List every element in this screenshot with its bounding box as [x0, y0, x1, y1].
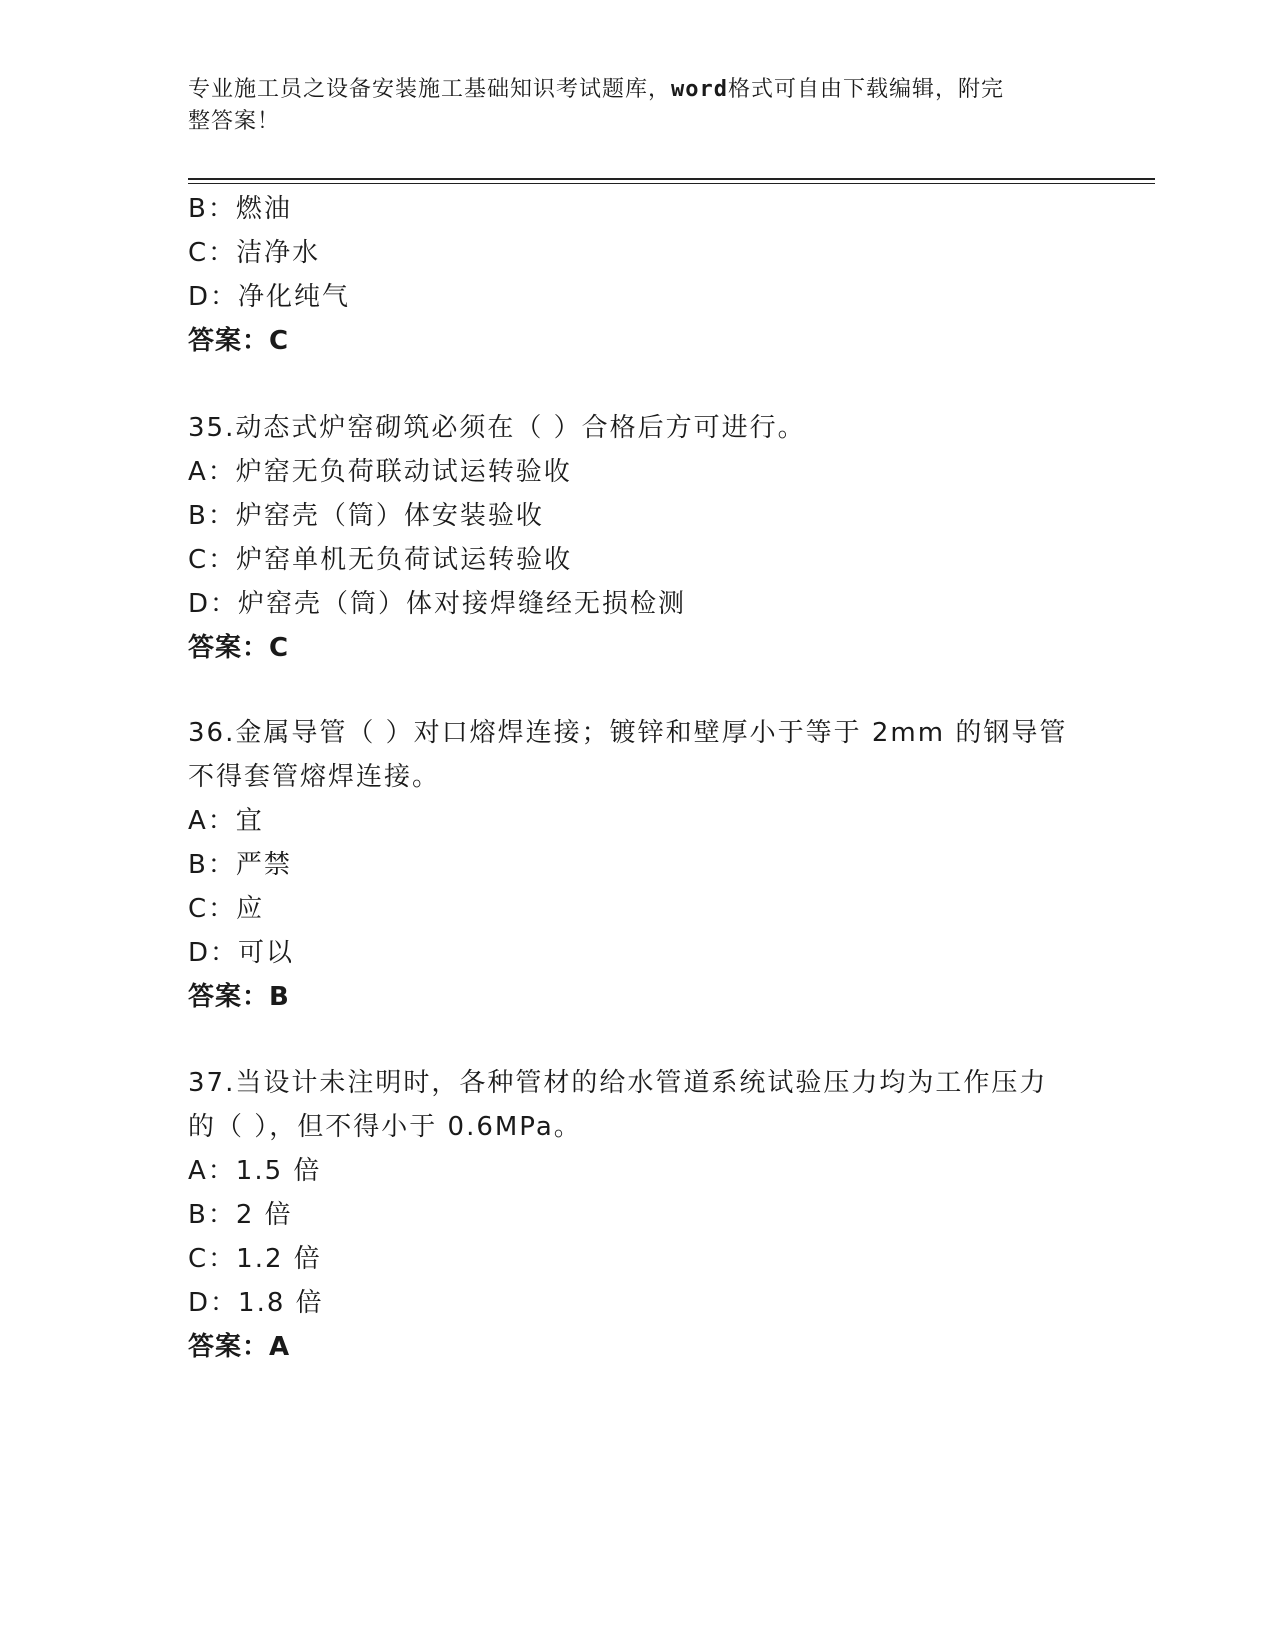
option-item: D：净化纯气 [188, 282, 351, 312]
header-divider-thick [188, 178, 1155, 180]
option-item: A：宜 [188, 806, 264, 836]
question-stem: 37.当设计未注明时，各种管材的给水管道系统试验压力均为工作压力 [188, 1068, 1048, 1098]
option-item: D：1.8 倍 [188, 1288, 324, 1318]
header-divider-thin [188, 183, 1155, 184]
header-title-word: word [671, 77, 728, 102]
question-stem: 36.金属导管（ ）对口熔焊连接；镀锌和壁厚小于等于 2mm 的钢导管 [188, 718, 1068, 748]
option-item: D：炉窑壳（筒）体对接焊缝经无损检测 [188, 589, 687, 619]
option-item: A：1.5 倍 [188, 1156, 322, 1186]
option-item: C：1.2 倍 [188, 1244, 322, 1274]
answer-line: 答案：C [188, 326, 290, 356]
answer-line: 答案：B [188, 982, 290, 1012]
option-item: C：炉窑单机无负荷试运转验收 [188, 545, 573, 575]
header-line-2: 整答案！ [188, 109, 281, 134]
option-item: B：2 倍 [188, 1200, 293, 1230]
option-item: C：应 [188, 894, 265, 924]
page-header [188, 74, 1068, 138]
header-title-part1: 专业施工员之设备安装施工基础知识考试题库， [188, 77, 672, 102]
option-item: B：炉窑壳（筒）体安装验收 [188, 501, 544, 531]
answer-line: 答案：A [188, 1332, 291, 1362]
option-item: C：洁净水 [188, 238, 321, 268]
answer-line: 答案：C [188, 633, 290, 663]
header-title-part2: 格式可自由下载编辑，附完 [728, 77, 1005, 102]
question-stem-continued: 的（ ），但不得小于 0.6MPa。 [188, 1112, 582, 1142]
question-stem-continued: 不得套管熔焊连接。 [188, 762, 441, 792]
option-item: B：燃油 [188, 194, 292, 224]
question-stem: 35.动态式炉窑砌筑必须在（ ）合格后方可进行。 [188, 413, 806, 443]
header-line-1 [188, 74, 1068, 106]
option-item: A：炉窑无负荷联动试运转验收 [188, 457, 572, 487]
option-item: D：可以 [188, 938, 295, 968]
option-item: B：严禁 [188, 850, 292, 880]
